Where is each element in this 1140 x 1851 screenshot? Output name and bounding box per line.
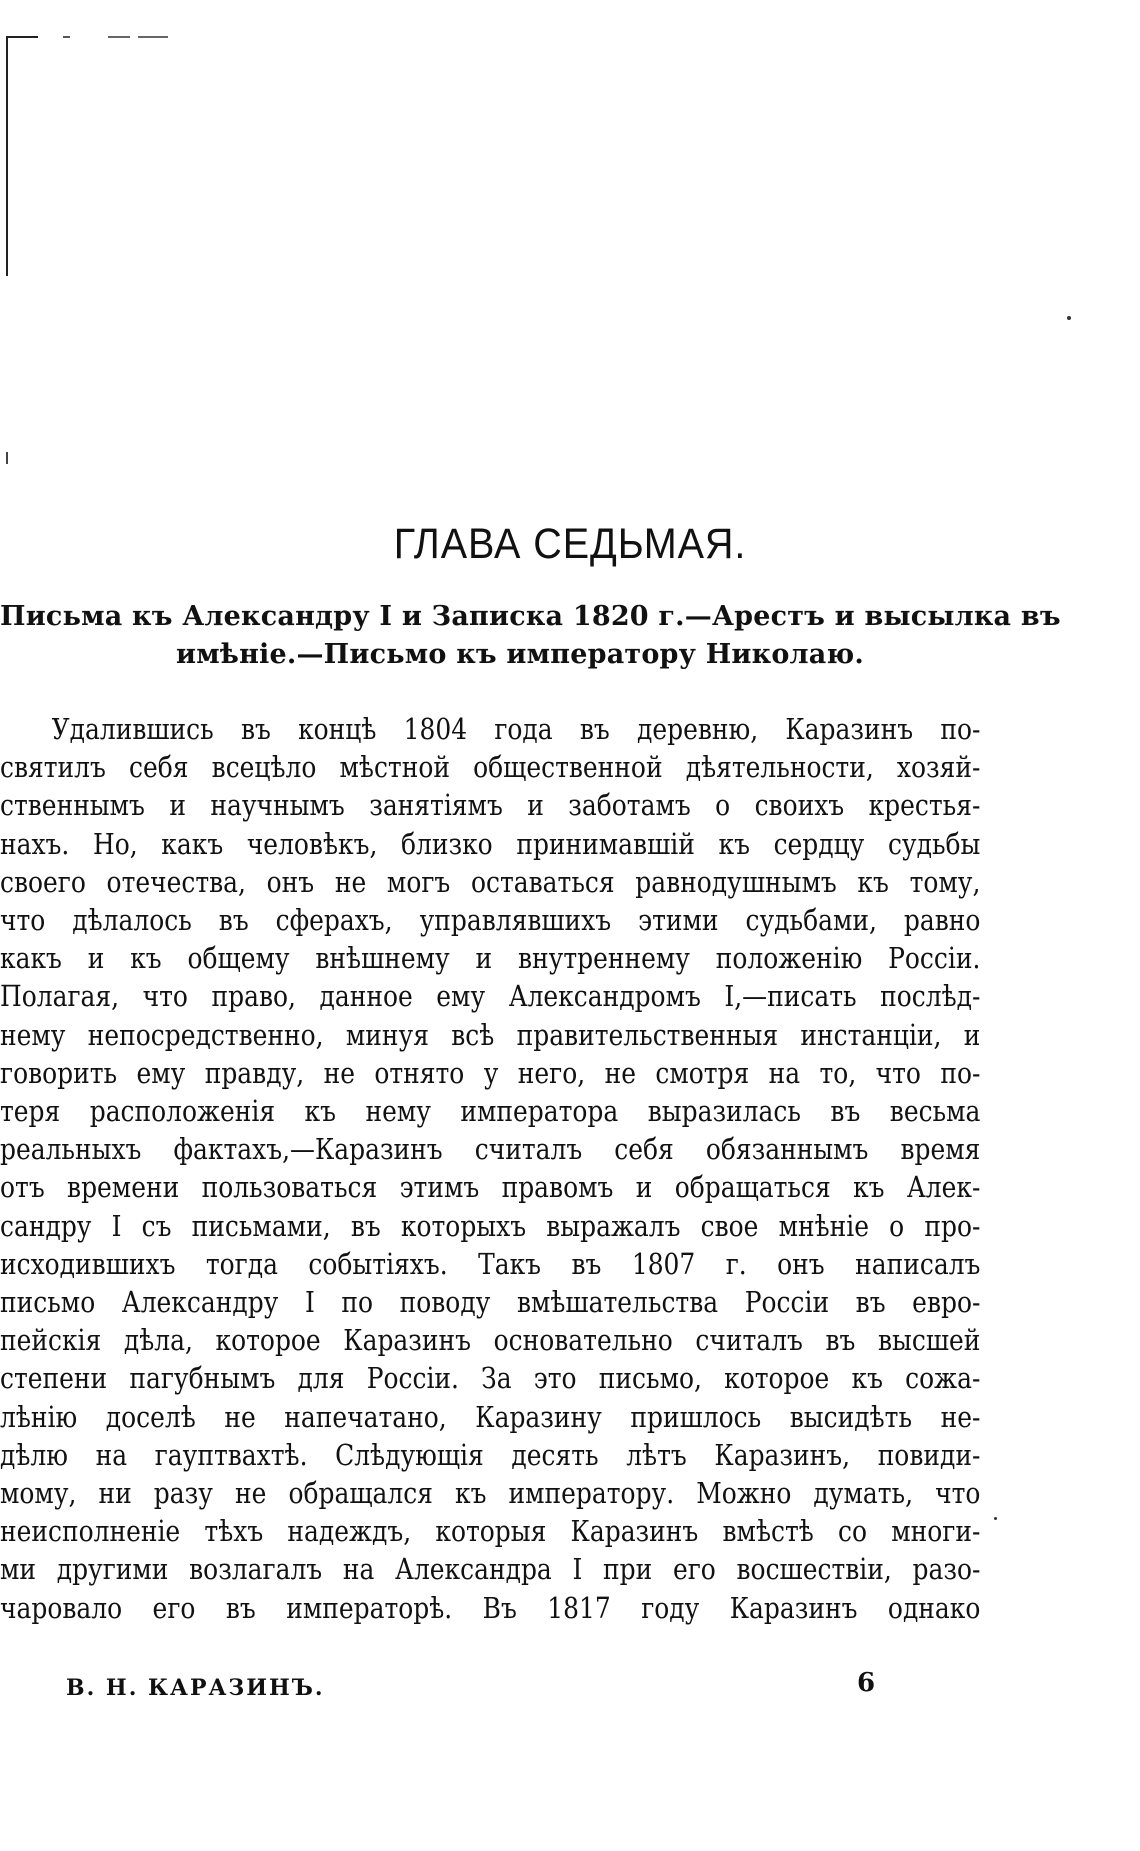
- scan-edge-top: [8, 36, 168, 38]
- scan-speck: [1067, 316, 1071, 320]
- scan-speck: [6, 452, 8, 464]
- text-line: ми другими возлагалъ на Александра I при его восшествіи, разо-: [0, 1552, 981, 1587]
- text-line: лѣнію доселѣ не напечатано, Каразину пришлось высидѣть не-: [0, 1399, 981, 1434]
- text-line: исходившихъ тогда событіяхъ. Такъ въ 1807 г. онъ написалъ: [0, 1246, 981, 1281]
- text-line: чаровало его въ императорѣ. Въ 1817 году Каразинъ однако: [0, 1590, 981, 1625]
- text-line: нему непосредственно, минуя всѣ правительственныя инстанціи, и: [0, 1017, 981, 1052]
- running-footer-title: В. Н. КАРАЗИНЪ.: [66, 1675, 325, 1701]
- text-line: ственнымъ и научнымъ занятіямъ и заботамъ о своихъ крестья-: [0, 788, 981, 823]
- signature-mark: 6: [857, 1668, 876, 1698]
- text-line: реальныхъ фактахъ,—Каразинъ считалъ себя обязаннымъ время: [0, 1132, 981, 1167]
- text-line: святилъ себя всецѣло мѣстной общественной дѣятельности, хозяй-: [0, 750, 981, 785]
- text-line: Полагая, что право, данное ему Александромъ I,—писать послѣд-: [0, 979, 981, 1014]
- text-line: неисполненіе тѣхъ надеждъ, которыя Каразинъ вмѣстѣ со многи-: [0, 1514, 981, 1549]
- text-line: какъ и къ общему внѣшнему и внутреннему положенію Россіи.: [0, 941, 981, 976]
- text-line: что дѣлалось въ сферахъ, управлявшихъ этими судьбами, равно: [0, 903, 981, 938]
- text-line: сандру I съ письмами, въ которыхъ выражалъ свое мнѣніе о про-: [0, 1208, 981, 1243]
- text-line: мому, ни разу не обращался къ императору. Можно думать, что: [0, 1476, 981, 1511]
- summary-line: имѣніе.—Письмо къ императору Николаю.: [176, 639, 864, 670]
- text-line: отъ времени пользоваться этимъ правомъ и обращаться къ Алек-: [0, 1170, 981, 1205]
- text-line: своего отечества, онъ не могъ оставаться равнодушнымъ къ тому,: [0, 864, 981, 899]
- summary-line: Письма къ Александру I и Записка 1820 г.—Арестъ и высылка въ: [0, 601, 1061, 632]
- chapter-summary: [0, 598, 1061, 674]
- text-line: нахъ. Но, какъ человѣкъ, близко принимавшій къ сердцу судьбы: [0, 826, 981, 861]
- text-line: Удалившись въ концѣ 1804 года въ деревню, Каразинъ по-: [51, 712, 981, 746]
- text-line: говорить ему правду, не отнято у него, не смотря на то, что по-: [0, 1055, 981, 1090]
- text-line: дѣлю на гауптвахтѣ. Слѣдующія десять лѣтъ Каразинъ, повиди-: [0, 1437, 981, 1472]
- text-line: теря расположенія къ нему императора выразилась въ весьма: [0, 1094, 981, 1129]
- chapter-title: ГЛАВА СЕДЬМАЯ.: [393, 520, 747, 568]
- scan-speck: [994, 1517, 997, 1520]
- scan-edge-left: [6, 36, 8, 276]
- text-line: пейскія дѣла, которое Каразинъ основательно считалъ въ высшей: [0, 1323, 981, 1358]
- text-line: письмо Александру I по поводу вмѣшательства Россіи въ евро-: [0, 1285, 981, 1320]
- body-text: [0, 710, 980, 1627]
- text-line: степени пагубнымъ для Россіи. За это письмо, которое къ сожа-: [0, 1361, 981, 1396]
